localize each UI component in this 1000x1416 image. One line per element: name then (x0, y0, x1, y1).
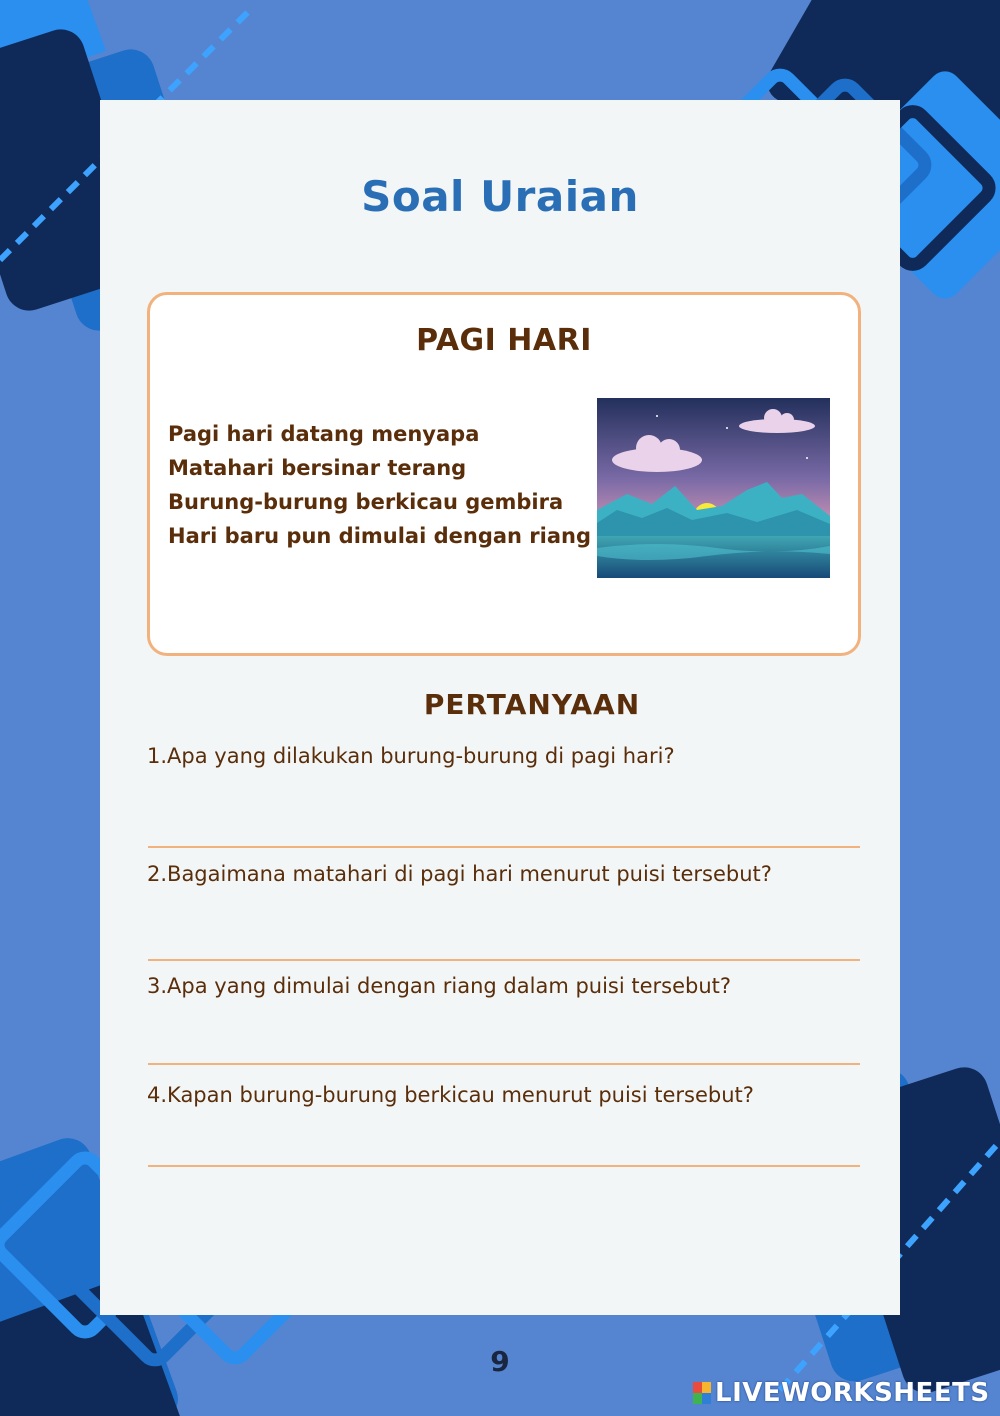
page-number: 9 (490, 1345, 510, 1378)
questions-heading: PERTANYAAN (423, 688, 641, 721)
answer-line-4[interactable] (148, 1165, 860, 1167)
answer-line-3[interactable] (148, 1063, 860, 1065)
poem-line: Pagi hari datang menyapa (168, 422, 480, 446)
logo-mark-icon (693, 1382, 711, 1404)
answer-line-1[interactable] (148, 846, 860, 848)
question-2: 2.Bagaimana matahari di pagi hari menurut puisi tersebut? (147, 862, 772, 886)
question-3: 3.Apa yang dimulai dengan riang dalam puisi tersebut? (147, 974, 732, 998)
poem-line: Hari baru pun dimulai dengan riang (168, 524, 592, 548)
liveworksheets-logo (693, 1378, 990, 1408)
poem-line: Burung-burung berkicau gembira (168, 490, 564, 514)
poem-card (147, 292, 861, 656)
page-title: Soal Uraian (361, 172, 639, 221)
sunrise-landscape-image (597, 398, 830, 578)
poem-line: Matahari bersinar terang (168, 456, 467, 480)
poem-lines (168, 417, 591, 553)
logo-text: LIVEWORKSHEETS (715, 1378, 990, 1408)
question-1: 1.Apa yang dilakukan burung-burung di pagi hari? (147, 744, 675, 768)
poem-title: PAGI HARI (416, 323, 592, 358)
question-4: 4.Kapan burung-burung berkicau menurut puisi tersebut? (147, 1083, 754, 1107)
answer-line-2[interactable] (148, 959, 860, 961)
